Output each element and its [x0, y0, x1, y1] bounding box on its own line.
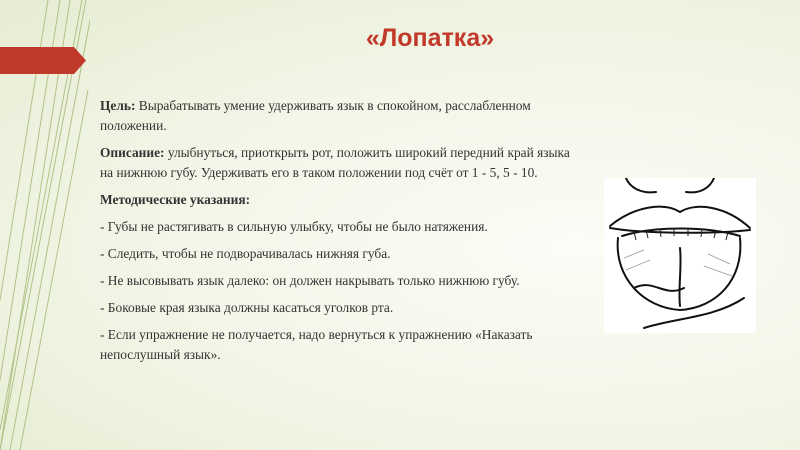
- guideline-item: - Боковые края языка должны касаться уголков рта.: [100, 300, 394, 315]
- mouth-tongue-drawing-icon: [604, 178, 756, 333]
- description-paragraph: [100, 143, 580, 183]
- goal-label: Цель:: [100, 98, 136, 113]
- guideline-item: - Не высовывать язык далеко: он должен накрывать только нижнюю губу.: [100, 273, 520, 288]
- guidelines-label: Методические указания:: [100, 192, 251, 207]
- guideline-item: - Если упражнение не получается, надо вернуться к упражнению «Наказать непослушный язык».: [100, 327, 533, 362]
- description-label: Описание:: [100, 145, 165, 160]
- guideline-item: - Следить, чтобы не подворачивалась нижняя губа.: [100, 246, 391, 261]
- guideline-item: - Губы не растягивать в сильную улыбку, чтобы не было натяжения.: [100, 219, 488, 234]
- goal-paragraph: [100, 96, 580, 136]
- slide-title: «Лопатка»: [365, 24, 495, 52]
- goal-text: Вырабатывать умение удерживать язык в спокойном, расслабленном положении.: [100, 98, 531, 133]
- slide-content: [100, 96, 580, 372]
- description-text: улыбнуться, приоткрыть рот, положить широкий передний край языка на нижнюю губу. Удерживать его в таком положении под счёт от 1 - 5, 5 - 10.: [100, 145, 570, 180]
